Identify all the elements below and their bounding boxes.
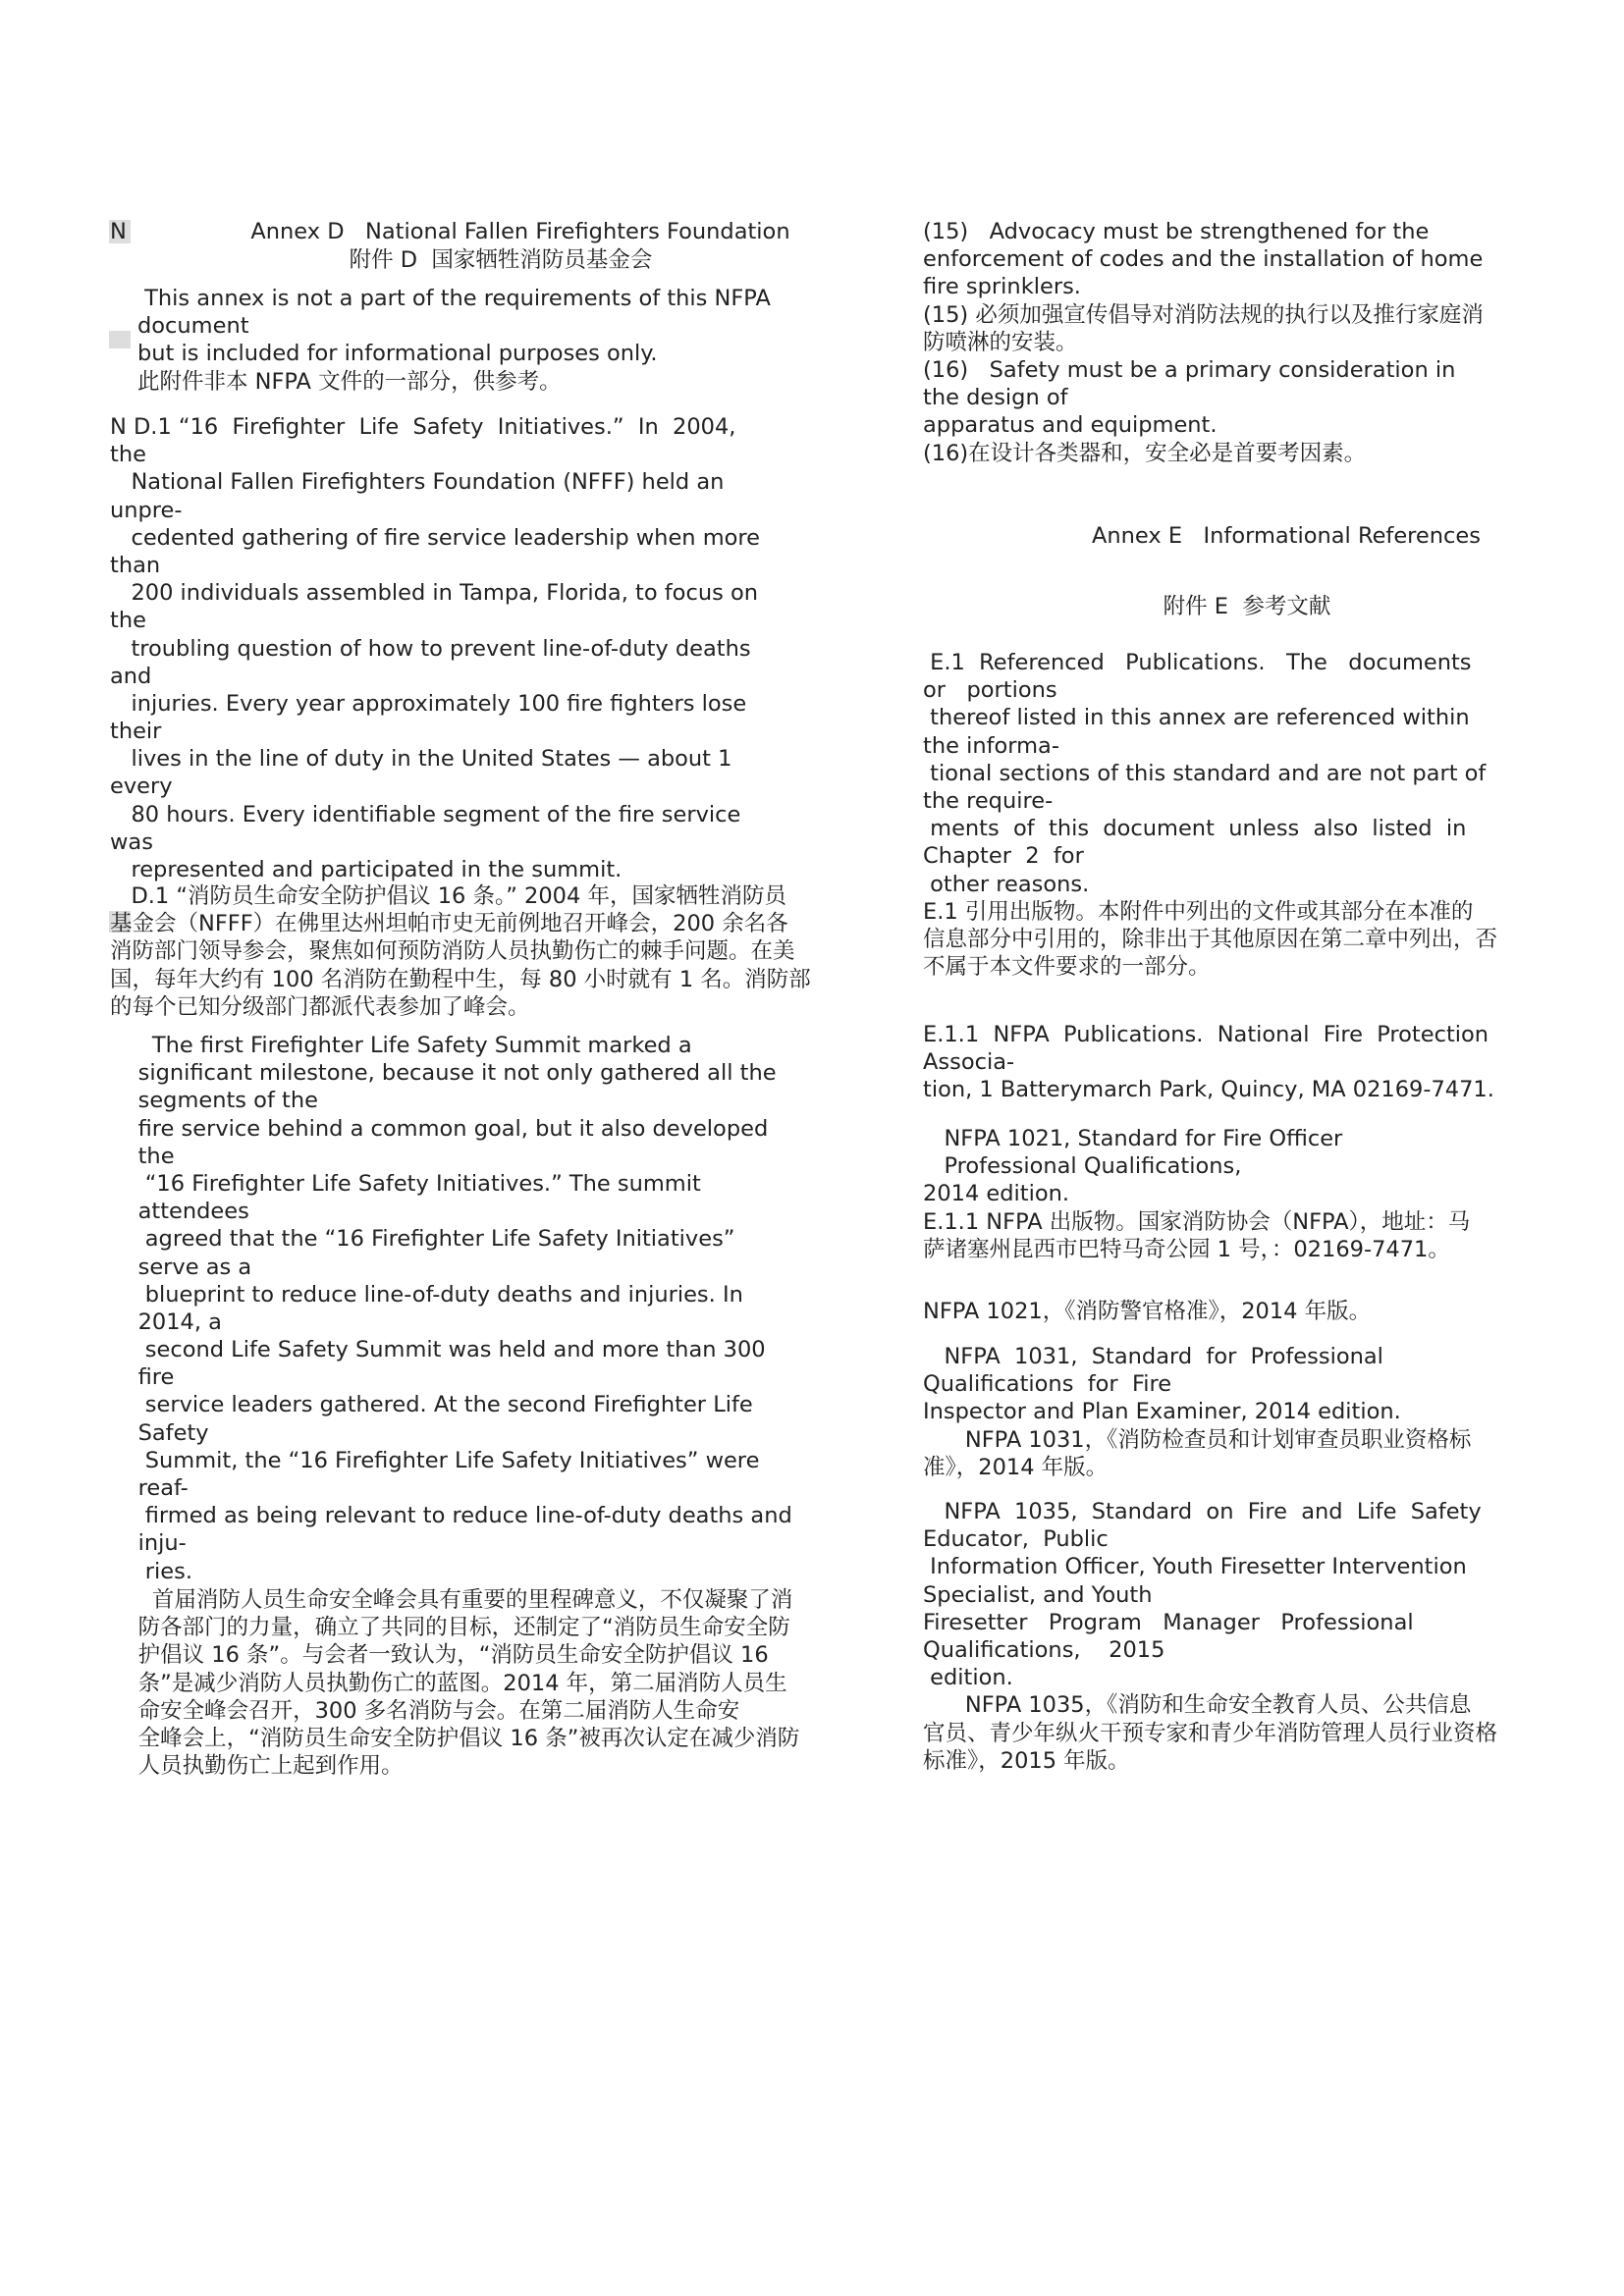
text-line: 2014, a bbox=[110, 1308, 222, 1335]
text-line: the bbox=[110, 442, 146, 468]
text-line: fire sprinklers. bbox=[923, 274, 1081, 300]
text-line: their bbox=[110, 719, 162, 745]
text-line: fire service behind a common goal, but it also developed bbox=[110, 1115, 769, 1142]
paragraph-summit-zh bbox=[110, 1586, 799, 1780]
annex-notice bbox=[137, 285, 771, 396]
annex-e-title-zh: 附件 E 参考文献 bbox=[1163, 594, 1331, 619]
text-line: second Life Safety Summit was held and more than 300 bbox=[110, 1337, 766, 1363]
text-line: 80 hours. Every identifiable segment of the fire service bbox=[110, 801, 741, 828]
text-line: 消防部门领导参会，聚焦如何预防消防人员执勤伤亡的棘手问题。在美 bbox=[110, 938, 795, 965]
text-line: Inspector and Plan Examiner, 2014 edition. bbox=[923, 1399, 1401, 1425]
text-line: ries. bbox=[110, 1558, 192, 1584]
text-line: 条”是减少消防人员执勤伤亡的蓝图。2014 年，第二届消防人员生 bbox=[110, 1670, 787, 1696]
text-line: enforcement of codes and the installation of home bbox=[923, 246, 1484, 273]
text-line: E.1 引用出版物。本附件中列出的文件或其部分在本准的 bbox=[923, 898, 1474, 925]
text-line: Qualifications, 2015 bbox=[923, 1636, 1165, 1663]
text-line: 的每个已知分级部门都派代表参加了峰会。 bbox=[110, 993, 530, 1020]
text-line: 萨诸塞州昆西市巴特马奇公园 1 号，：02169-7471。 bbox=[923, 1236, 1450, 1262]
reference-nfpa-1035 bbox=[923, 1498, 1497, 1775]
text-line: document bbox=[137, 313, 249, 340]
text-line: tional sections of this standard and are not part of bbox=[923, 760, 1487, 786]
text-line: 此附件非本 NFPA 文件的一部分，供参考。 bbox=[137, 368, 562, 395]
text-line: 国，每年大约有 100 名消防在勤程中生，每 80 小时就有 1 名。消防部 bbox=[110, 966, 811, 992]
section-marker-letter: N bbox=[110, 219, 127, 244]
text-line: the bbox=[110, 608, 146, 634]
paragraph-e1 bbox=[923, 649, 1497, 981]
text-line: agreed that the “16 Firefighter Life Safety Initiatives” bbox=[110, 1226, 735, 1253]
paragraph-d1-zh bbox=[110, 882, 811, 1021]
text-line: lives in the line of duty in the United States — about 1 bbox=[110, 746, 732, 773]
text-line: thereof listed in this annex are referenced within bbox=[923, 705, 1470, 731]
text-line: Safety bbox=[110, 1419, 209, 1446]
text-line: or portions bbox=[923, 677, 1057, 704]
text-line: 全峰会上，“消防员生命安全防护倡议 16 条”被再次认定在减少消防 bbox=[110, 1725, 800, 1751]
text-line: Qualifications for Fire bbox=[923, 1371, 1172, 1398]
text-line: every bbox=[110, 774, 173, 800]
text-line: 200 individuals assembled in Tampa, Florida, to focus on bbox=[110, 580, 758, 607]
text-line: (15) Advocacy must be strengthened for the bbox=[923, 219, 1430, 244]
text-line: the require- bbox=[923, 787, 1054, 814]
text-line: Summit, the “16 Firefighter Life Safety Initiatives” were bbox=[110, 1447, 760, 1473]
text-line: (15) 必须加强宣传倡导对消防法规的执行以及推行家庭消 bbox=[923, 301, 1484, 328]
reference-nfpa-1021-zh: NFPA 1021，《消防警官格准》，2014 年版。 bbox=[923, 1299, 1372, 1324]
reference-nfpa-1031 bbox=[923, 1343, 1471, 1481]
text-line: troubling question of how to prevent line-of-duty deaths bbox=[110, 635, 751, 662]
text-line: firmed as being relevant to reduce line-of-duty deaths and bbox=[110, 1503, 792, 1529]
text-line: segments of the bbox=[110, 1088, 318, 1114]
text-line: (16)在设计各类器和，安全必是首要考因素。 bbox=[923, 440, 1367, 466]
text-line: service leaders gathered. At the second Firefighter Life bbox=[110, 1392, 753, 1418]
text-line: 人员执勤伤亡上起到作用。 bbox=[110, 1753, 404, 1780]
text-line: Educator, Public bbox=[923, 1526, 1109, 1553]
text-line: Specialist, and Youth bbox=[923, 1581, 1153, 1608]
text-line: 标准》，2015 年版。 bbox=[923, 1747, 1130, 1774]
text-line: the design of bbox=[923, 385, 1068, 411]
text-line: Firesetter Program Manager Professional bbox=[923, 1609, 1414, 1635]
text-line: cedented gathering of fire service leadership when more bbox=[110, 524, 760, 551]
text-line: attendees bbox=[110, 1199, 249, 1225]
text-line: the informa- bbox=[923, 732, 1059, 759]
text-line: represented and participated in the summit. bbox=[110, 857, 623, 882]
change-bar-marker bbox=[109, 331, 131, 348]
text-line: 命安全峰会召开，300 多名消防与会。在第二届消防人生命安 bbox=[110, 1697, 740, 1724]
reference-nfpa-1021 bbox=[923, 1125, 1470, 1263]
text-line: unpre- bbox=[110, 497, 183, 523]
text-line: 护倡议 16 条”。与会者一致认为，“消防员生命安全防护倡议 16 bbox=[110, 1642, 769, 1669]
paragraph-d1 bbox=[110, 413, 760, 883]
text-line: 基金会（NFFF）在佛里达州坦帕市史无前例地召开峰会，200 余名各 bbox=[110, 911, 788, 937]
text-line: The first Firefighter Life Safety Summit marked a bbox=[110, 1033, 692, 1058]
text-line: NFPA 1031, Standard for Professional bbox=[923, 1344, 1383, 1369]
text-line: injuries. Every year approximately 100 fire fighters lose bbox=[110, 690, 747, 717]
text-line: tion, 1 Batterymarch Park, Quincy, MA 02169-7471. bbox=[923, 1077, 1494, 1103]
text-line: fire bbox=[110, 1364, 175, 1391]
text-line: This annex is not a part of the requirements of this NFPA bbox=[137, 286, 771, 311]
text-line: NFPA 1031，《消防检查员和计划审查员职业资格标 bbox=[923, 1426, 1472, 1453]
text-line: than bbox=[110, 552, 161, 578]
text-line: ments of this document unless also listed in bbox=[923, 816, 1467, 842]
text-line: D.1 “消防员生命安全防护倡议 16 条。” 2004 年，国家牺牲消防员 bbox=[110, 883, 786, 909]
text-line: 防喷淋的安装。 bbox=[923, 329, 1078, 355]
annex-e-title: Annex E Informational References bbox=[1092, 523, 1481, 549]
text-line: edition. bbox=[923, 1665, 1013, 1691]
text-line: serve as a bbox=[110, 1254, 252, 1280]
annex-d-title-zh: 附件 D 国家牺牲消防员基金会 bbox=[349, 247, 653, 273]
text-line: Professional Qualifications, bbox=[923, 1153, 1242, 1180]
text-line: but is included for informational purposes only. bbox=[137, 341, 658, 367]
text-line: was bbox=[110, 828, 153, 855]
annex-d-title: Annex D National Fallen Firefighters Foundation bbox=[250, 219, 790, 244]
text-line: Associa- bbox=[923, 1049, 1015, 1076]
text-line: 官员、青少年纵火干预专家和青少年消防管理人员行业资格 bbox=[923, 1720, 1498, 1746]
text-line: blueprint to reduce line-of-duty deaths and injuries. In bbox=[110, 1281, 743, 1308]
text-line: and bbox=[110, 663, 152, 689]
text-line: 首届消防人员生命安全峰会具有重要的里程碑意义，不仅凝聚了消 bbox=[110, 1587, 793, 1613]
text-line: significant milestone, because it not only gathered all the bbox=[110, 1060, 777, 1087]
text-line: Chapter 2 for bbox=[923, 843, 1084, 870]
text-line: apparatus and equipment. bbox=[923, 412, 1218, 439]
text-line: “16 Firefighter Life Safety Initiatives.” The summit bbox=[110, 1170, 701, 1197]
text-line: 信息部分中引用的，除非出于其他原因在第二章中列出，否 bbox=[923, 926, 1498, 952]
text-line: inju- bbox=[110, 1530, 187, 1557]
initiatives-15-16 bbox=[923, 218, 1484, 467]
text-line: (16) Safety must be a primary consideration in bbox=[923, 356, 1456, 383]
text-line: NFPA 1021, Standard for Fire Officer bbox=[923, 1126, 1343, 1151]
text-line: E.1 Referenced Publications. The documents bbox=[923, 650, 1472, 675]
text-line: E.1.1 NFPA 出版物。国家消防协会（NFPA），地址：马 bbox=[923, 1208, 1471, 1235]
text-line: 准》，2014 年版。 bbox=[923, 1454, 1109, 1480]
text-line: reaf- bbox=[110, 1475, 189, 1501]
text-line: NFPA 1035，《消防和生命安全教育人员、公共信息 bbox=[923, 1692, 1472, 1719]
text-line: E.1.1 NFPA Publications. National Fire Protection bbox=[923, 1022, 1489, 1047]
text-line: other reasons. bbox=[923, 871, 1090, 897]
paragraph-summit bbox=[110, 1032, 792, 1585]
paragraph-e1-1 bbox=[923, 1021, 1494, 1104]
text-line: NFPA 1035, Standard on Fire and Life Safety bbox=[923, 1499, 1482, 1524]
text-line: National Fallen Firefighters Foundation (NFFF) held an bbox=[110, 469, 725, 496]
text-line: 防各部门的力量，确立了共同的目标，还制定了“消防员生命安全防 bbox=[110, 1615, 790, 1641]
text-line: N D.1 “16 Firefighter Life Safety Initiatives.” In 2004, bbox=[110, 414, 736, 440]
text-line: 2014 edition. bbox=[923, 1181, 1070, 1207]
text-line: the bbox=[110, 1143, 175, 1169]
text-line: 不属于本文件要求的一部分。 bbox=[923, 954, 1211, 981]
text-line: Information Officer, Youth Firesetter Intervention bbox=[923, 1554, 1467, 1580]
